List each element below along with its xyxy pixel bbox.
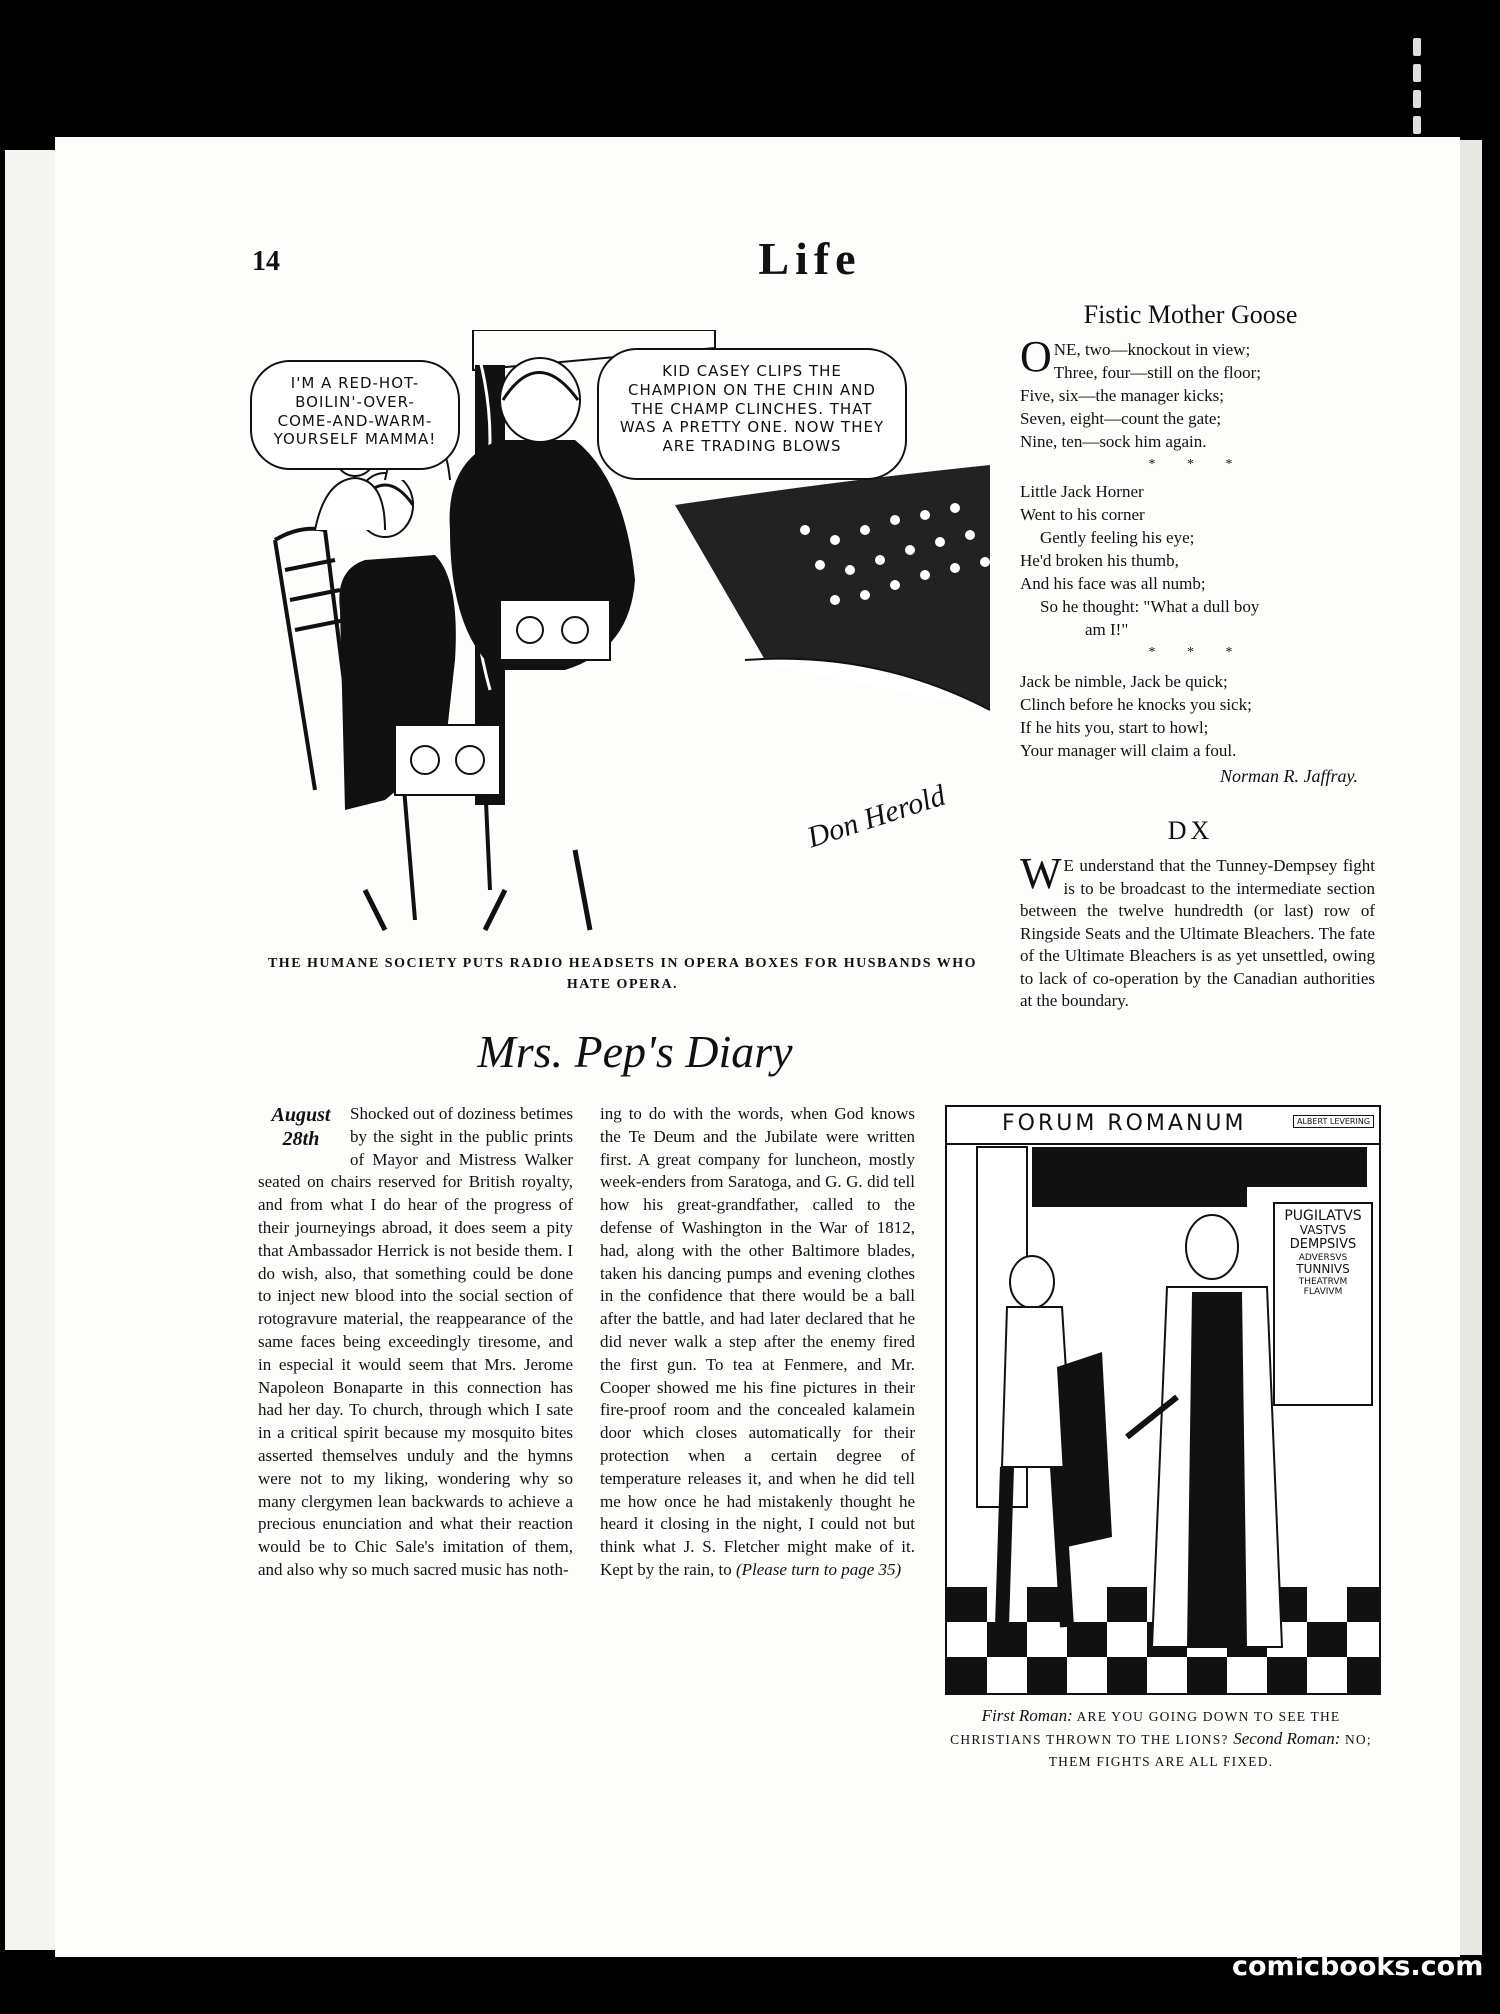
speech-bubble-opera: I'M A RED-HOT-BOILIN'-OVER-COME-AND-WARM-YOURSELF MAMMA! [250,360,460,470]
poem-line: And his face was all numb; [1020,574,1206,593]
sign-line: VASTVS [1299,1223,1347,1238]
source-watermark: comicbooks.com [1232,1951,1484,1982]
poem-line: Jack be nimble, Jack be quick; [1020,672,1228,691]
poem-line: Your manager will claim a foul. [1020,741,1237,760]
poem-stanza-1 [1020,332,1375,476]
poem-line: Gently feeling his eye; [1040,528,1195,547]
poem-author: Norman R. Jaffray. [1220,766,1358,786]
opera-box-cartoon [245,330,1000,945]
diary-text-1: Shocked out of doziness betimes by the sight in the public prints of Mayor and Mistress Walker seated on chairs reserved for British royalty, and from what I do hear of the progress of their journeyings abroad, it does seem a pity that Ambassador Herrick is not beside them. I do wish, also, that something could be done to inject new blood into the social section of rotogravure material, the reappearance of the same faces being exceedingly tiresome, and in especial it would seem that Mrs. Jerome Napoleon Bonaparte in this connection has had her day. To church, through which I sate in a critical spirit because my mosquito bites asserted themselves unduly and the hymns were not to my liking, wondering why so many clergymen lean backwards to achieve a precious enunciation and what their reaction would be to Chic Sale's imitation of them, and also why so much sacred music has noth- [258,1104,573,1579]
poem-line: Three, four—still on the floor; [1053,363,1262,382]
diary-column-2 [600,1103,915,1582]
section-stars: * * * [1148,645,1247,660]
poem-line: So he thought: "What a dull boy [1040,597,1260,616]
dx-title: DX [1167,816,1214,845]
roman-caption [945,1705,1377,1773]
artist-signature: ALBERT LEVERING [1293,1115,1374,1128]
line-1: ARE YOU GOING DOWN TO SEE THE CHRISTIANS THROWN TO THE LIONS? [950,1709,1341,1747]
sign-line: FLAVIVM [1303,1287,1343,1298]
sign-line: ADVERSVS [1298,1252,1348,1263]
masthead-title: Life [758,233,862,284]
diary-title: Mrs. Pep's Diary [477,1026,793,1077]
cartoon-caption: THE HUMANE SOCIETY PUTS RADIO HEADSETS IN OPERA BOXES FOR HUSBANDS WHO HATE OPERA. [267,956,978,992]
poem-line: Seven, eight—count the gate; [1020,409,1222,428]
page-number: 14 [252,246,280,277]
poem-title: Fistic Mother Goose [1083,300,1298,329]
dx-text: E understand that the Tunney-Dempsey fight is to be broadcast to the intermediate section between the twelve hundredth (or last) row of Ringside Seats and the Ultimate Bleachers. The fate of the Ultimate Bleachers is as yet unsettled, owing to lack of co-operation by the Canadian authorities at the boundary. [1020,856,1375,1010]
poem-line: Nine, ten—sock him again. [1020,432,1207,451]
artist-signature: Don Herold [803,778,950,855]
cartoon-header: FORUM ROMANUM [1002,1111,1247,1136]
diary-date: August 28th [271,1104,331,1150]
forum-romanum-cartoon [945,1105,1381,1695]
line-2: NO; THEM FIGHTS ARE ALL FIXED. [1048,1732,1372,1769]
sign-line: DEMPSIVS [1289,1236,1357,1252]
poem-stanza-2 [1020,480,1375,664]
poem-line: Five, six—the manager kicks; [1020,386,1224,405]
diary-column-1 [258,1103,573,1582]
poem-stanza-3 [1020,670,1375,762]
poem-line: Clinch before he knocks you sick; [1020,695,1252,714]
continuation-note: (Please turn to page 35) [735,1559,902,1579]
sign-line: TUNNIVS [1296,1262,1350,1277]
poem-line: Went to his corner [1020,505,1145,524]
poem-line: am I!" [1085,620,1129,639]
dx-article [1020,849,1375,1013]
page-edge-left [5,150,55,1950]
poem-line: NE, two—knockout in view; [1053,340,1251,359]
poem-line: Little Jack Horner [1020,482,1144,501]
speech-bubble-fight: KID CASEY CLIPS THE CHAMPION ON THE CHIN AND THE CHAMP CLINCHES. THAT WAS A PRETTY ONE. NOW THEY ARE TRADING BLOWS [597,348,907,480]
sign-line: PUGILATVS [1284,1208,1362,1224]
drop-cap: W [1020,849,1062,898]
poem-line: He'd broken his thumb, [1020,551,1179,570]
sign-line: THEATRVM [1298,1276,1348,1287]
binding-holes [1410,30,1424,150]
diary-text-2: ing to do with the words, when God knows the Te Deum and the Jubilate were written first. A great company for luncheon, mostly week-enders from Saratoga, and G. G. did tell how his great-grandfather, called to the defense of Washington in the War of 1812, had, along with the other Baltimore blades, taken his dancing pumps and evening clothes in the confidence that there would be a ball after the battle, and had later declared that he did never walk a step after the enemy fired the first gun. To tea at Fenmere, and Mr. Cooper showed me his fine pictures in their fire-proof room and the concealed kalamein door which closes automatically for their protection when a certain degree of temperature releases it, and when he did tell me how once he had mistakenly thought he heard it closing in the night, I could not but think what J. S. Fletcher might make of it. Kept by the rain, to [600,1104,915,1579]
fight-sign [1273,1202,1373,1406]
drop-cap: O [1020,332,1052,381]
speaker-1: First Roman: [981,1706,1073,1725]
poem-line: If he hits you, start to howl; [1020,718,1209,737]
speaker-2: Second Roman: [1233,1729,1341,1748]
section-stars: * * * [1148,457,1247,472]
book-spine [1460,140,1482,1955]
